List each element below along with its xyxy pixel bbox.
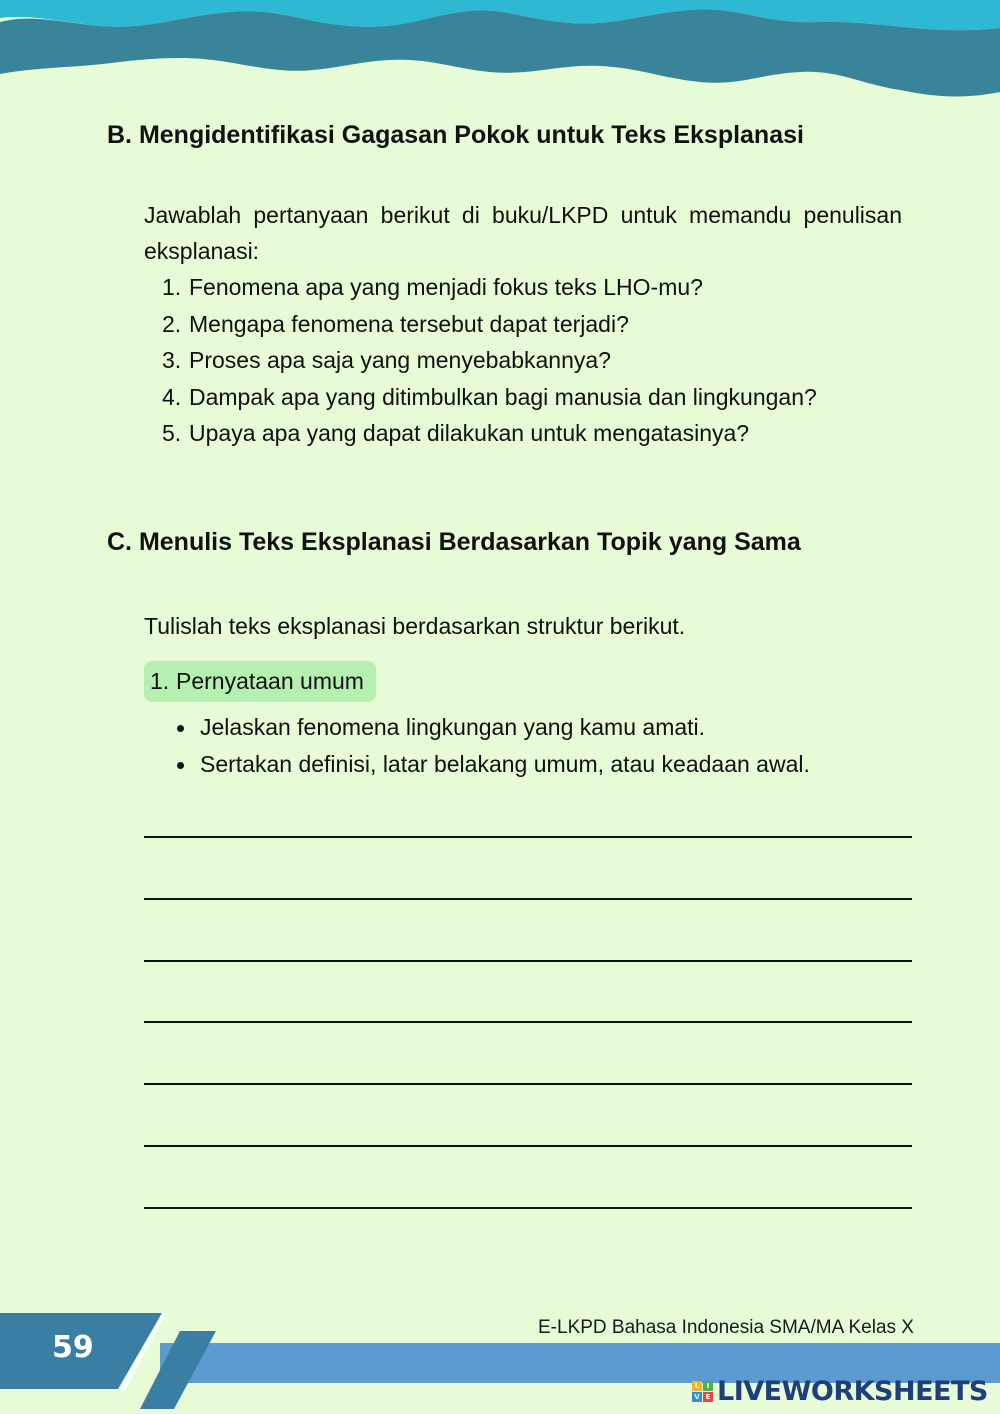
logo-mark-letter: I (703, 1381, 713, 1391)
answer-line[interactable] (144, 898, 912, 900)
step-instructions-list (176, 709, 810, 783)
question-text: Upaya apa yang dapat dilakukan untuk mengatasinya? (189, 420, 750, 446)
liveworksheets-logo[interactable] (692, 1374, 988, 1408)
liveworksheets-logo-icon (692, 1381, 713, 1402)
section-c-title: C. Menulis Teks Eksplanasi Berdasarkan Topik yang Sama (107, 528, 801, 556)
question-number: 1. (162, 274, 182, 300)
section-c-intro: Tulislah teks eksplanasi berdasarkan struktur berikut. (144, 613, 686, 639)
logo-mark-letter: L (692, 1381, 702, 1391)
step-number: 1. (150, 668, 170, 694)
question-text: Fenomena apa yang menjadi fokus teks LHO-mu? (189, 274, 703, 300)
answer-line[interactable] (144, 836, 912, 838)
logo-mark-letter: E (703, 1392, 713, 1402)
answer-line[interactable] (144, 1145, 912, 1147)
question-number: 4. (162, 383, 182, 410)
liveworksheets-logo-text: LIVEWORKSHEETS (717, 1375, 988, 1407)
section-b-question-list (144, 269, 902, 452)
answer-line[interactable] (144, 1021, 912, 1023)
answer-line[interactable] (144, 1083, 912, 1085)
question-item (144, 415, 902, 452)
answer-line[interactable] (144, 1207, 912, 1209)
page-number: 59 (52, 1330, 94, 1365)
question-number: 3. (162, 347, 182, 373)
section-b-title: B. Mengidentifikasi Gagasan Pokok untuk Teks Eksplanasi (107, 121, 804, 149)
question-item (144, 269, 902, 306)
question-item (144, 379, 902, 416)
logo-mark-letter: V (692, 1392, 702, 1402)
book-title: E-LKPD Bahasa Indonesia SMA/MA Kelas X (538, 1317, 914, 1338)
instruction-item: Jelaskan fenomena lingkungan yang kamu amati. (176, 709, 810, 746)
question-number: 2. (162, 310, 182, 337)
instruction-item: Sertakan definisi, latar belakang umum, atau keadaan awal. (176, 746, 810, 783)
question-text: Mengapa fenomena tersebut dapat terjadi? (189, 310, 629, 337)
question-number: 5. (162, 420, 182, 446)
question-item (144, 342, 902, 379)
step-label: Pernyataan umum (176, 668, 364, 694)
question-item (144, 306, 902, 343)
step-label-pill (144, 661, 376, 702)
answer-line[interactable] (144, 960, 912, 962)
question-text: Dampak apa yang ditimbulkan bagi manusia dan lingkungan? (189, 383, 817, 410)
question-text: Proses apa saja yang menyebabkannya? (189, 347, 611, 373)
section-b-intro: Jawablah pertanyaan berikut di buku/LKPD untuk memandu penulisan eksplanasi: (144, 202, 902, 264)
